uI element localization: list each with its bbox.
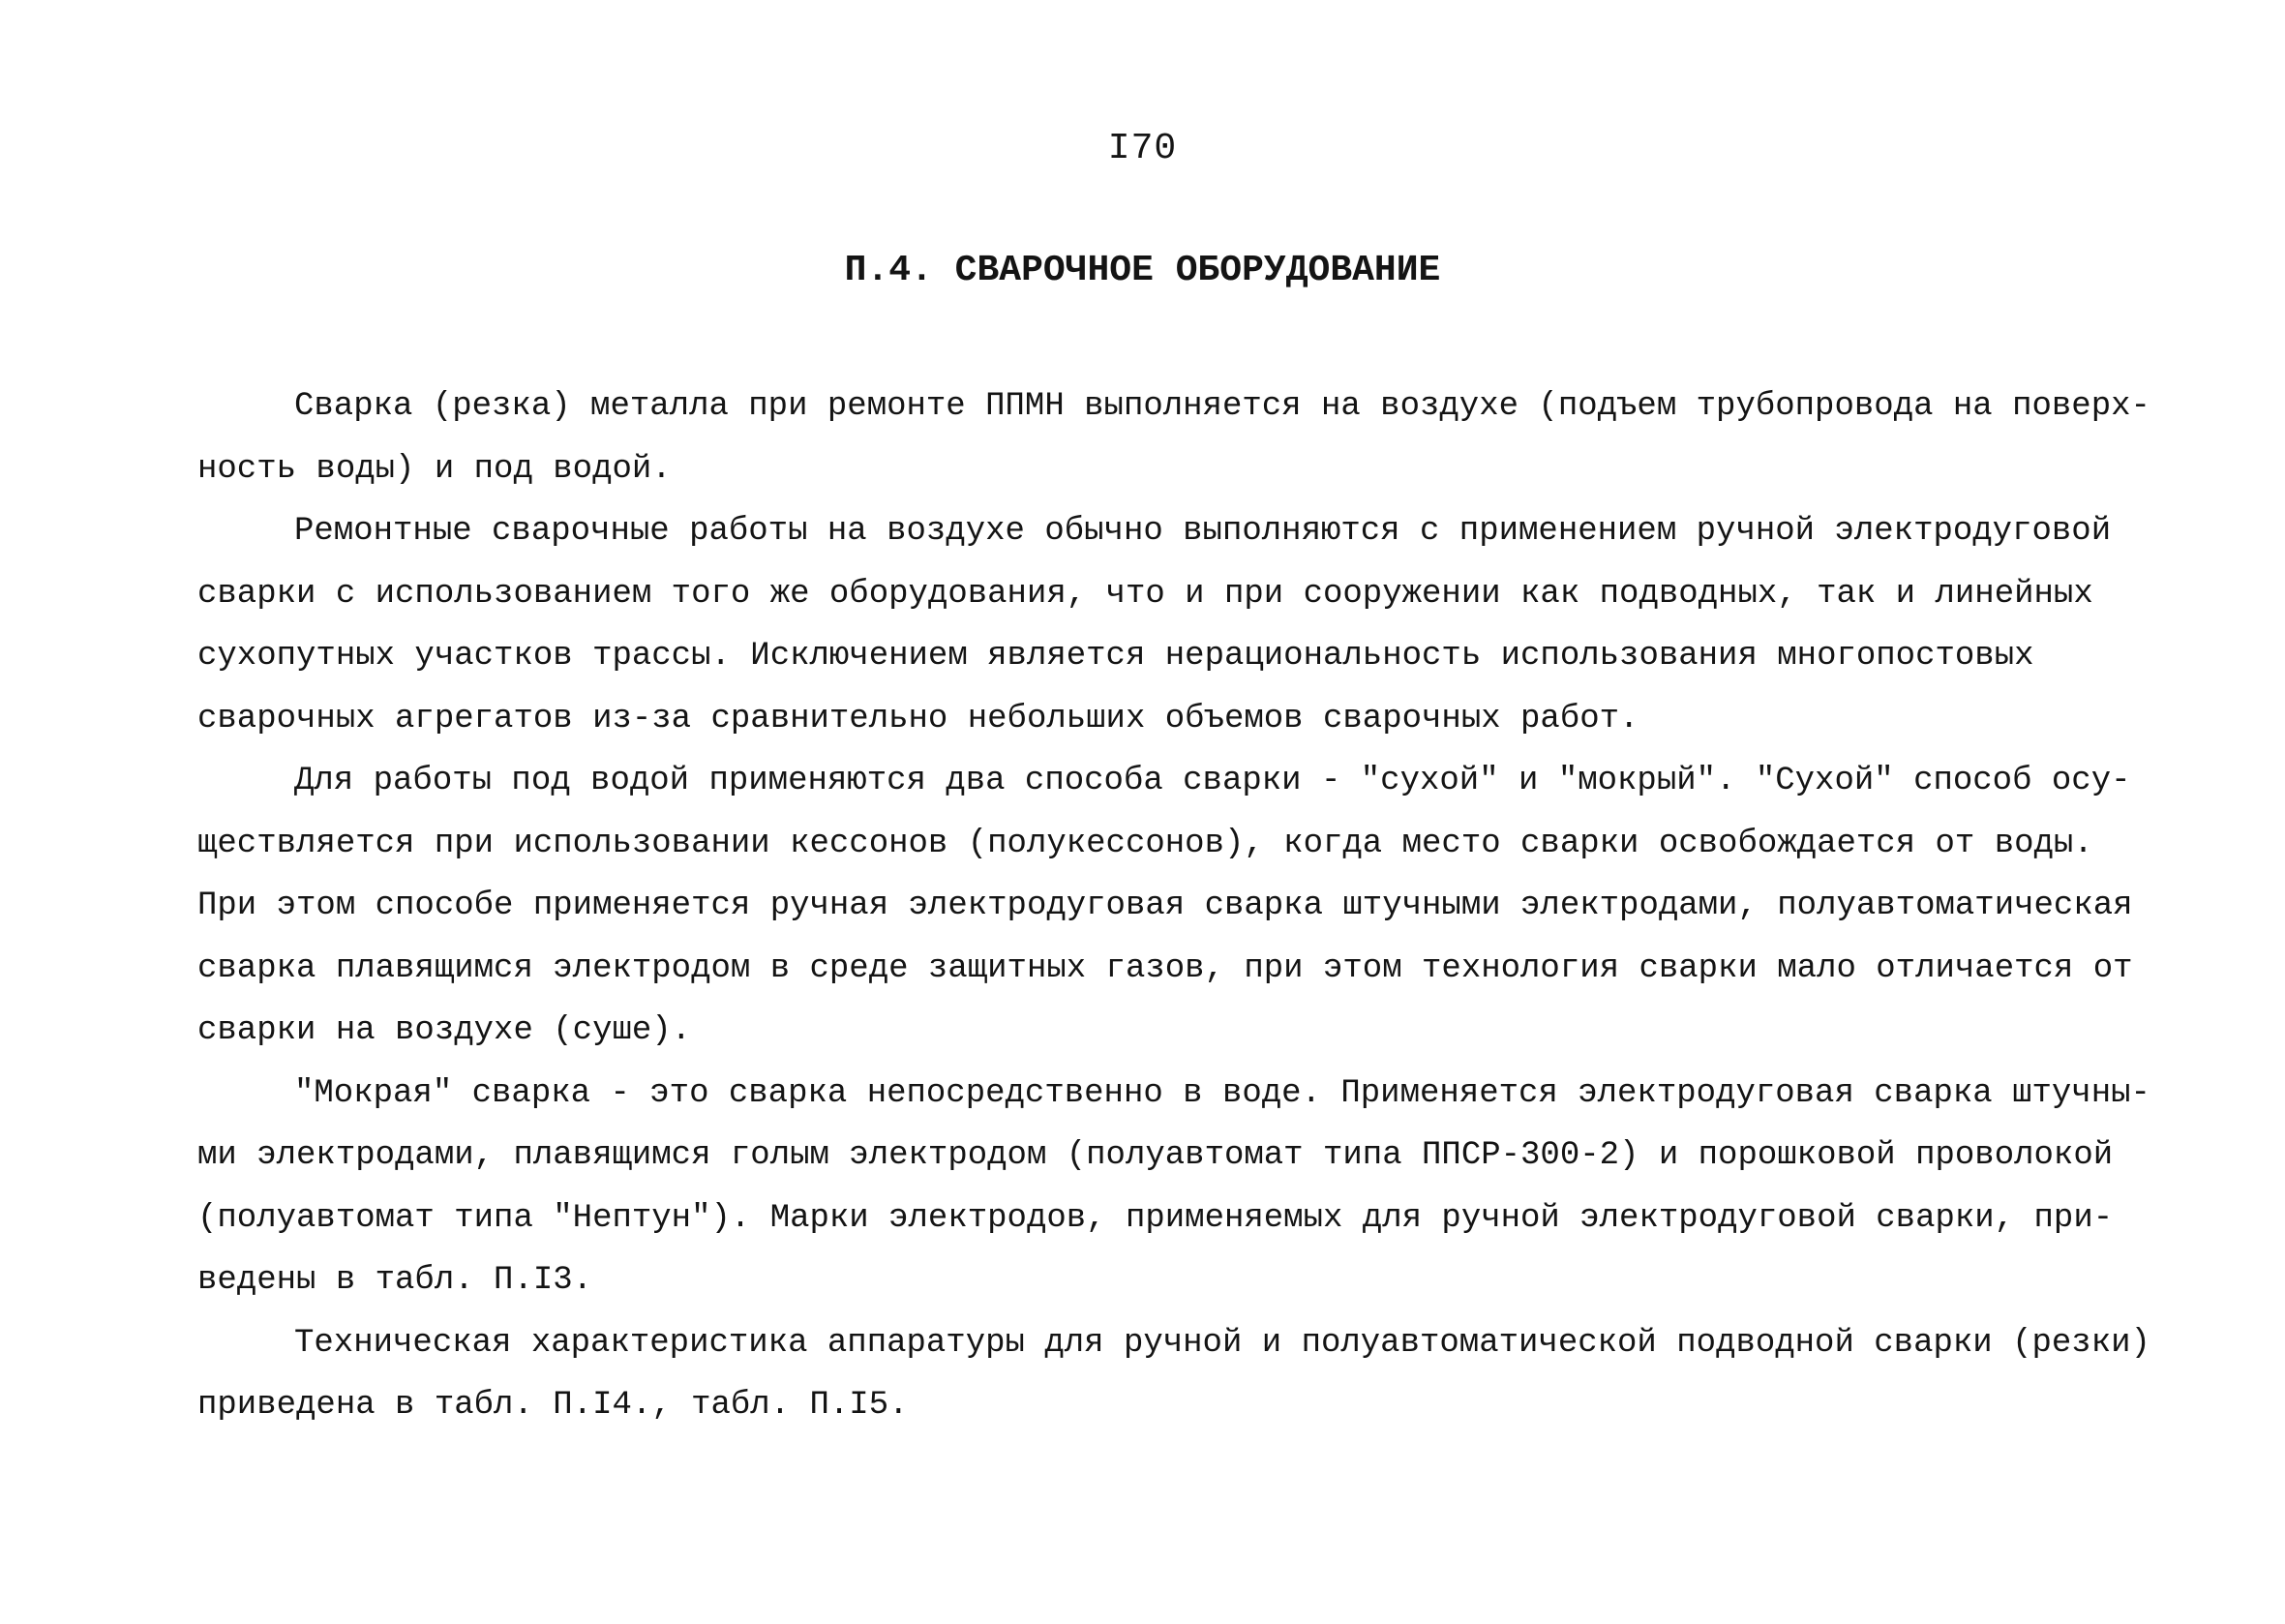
section-title: П.4. СВАРОЧНОЕ ОБОРУДОВАНИЕ: [844, 250, 1441, 291]
text-line: (полуавтомат типа "Нептун"). Марки электродов, применяемых для ручной электродуговой сварки, при-: [197, 1199, 2114, 1237]
text-line: сварка плавящимся электродом в среде защитных газов, при этом технология сварки мало отличается от: [197, 949, 2133, 987]
paragraph-intro: [197, 376, 2150, 500]
text-line: ми электродами, плавящимся голым электродом (полуавтомат типа ППСР-300-2) и порошковой проволокой: [197, 1137, 2114, 1174]
text-line: Сварка (резка) металла при ремонте ППМН выполняется на воздухе (подъем трубопровода на поверх-: [294, 388, 2150, 425]
text-line: "Мокрая" сварка - это сварка непосредственно в воде. Применяется электродуговая сварка штучны-: [294, 1074, 2150, 1112]
paragraph-air-welding: [197, 500, 2133, 750]
text-line: сварки на воздухе (суше).: [197, 1012, 692, 1049]
text-line: сухопутных участков трассы. Исключением является нерациональность использования многопостовых: [197, 638, 2034, 675]
paragraph-technical-specs: [197, 1312, 2150, 1437]
text-line: Ремонтные сварочные работы на воздухе обычно выполняются с применением ручной электродуговой: [294, 513, 2112, 550]
text-line: ность воды) и под водой.: [197, 450, 672, 488]
paragraph-underwater-methods: [197, 750, 2133, 1063]
text-line: приведена в табл. П.I4., табл. П.I5.: [197, 1387, 909, 1424]
text-line: Техническая характеристика аппаратуры для ручной и полуавтоматической подводной сварки (резки): [294, 1324, 2150, 1362]
text-line: сварочных агрегатов из-за сравнительно небольших объемов сварочных работ.: [197, 700, 1639, 737]
page-number: I70: [1107, 128, 1178, 169]
text-line: сварки с использованием того же оборудования, что и при сооружении как подводных, так и линейных: [197, 575, 2093, 613]
text-line: ществляется при использовании кессонов (полукессонов), когда место сварки освобождается от воды.: [197, 825, 2093, 862]
paragraph-wet-welding: [197, 1063, 2150, 1312]
text-line: Для работы под водой применяются два способа сварки - "сухой" и "мокрый". "Сухой" способ осу-: [294, 763, 2131, 799]
body-text: [197, 376, 2150, 1437]
text-line: При этом способе применяется ручная электродуговая сварка штучными электродами, полуавтоматическая: [197, 887, 2133, 924]
text-line: ведены в табл. П.I3.: [197, 1262, 593, 1299]
